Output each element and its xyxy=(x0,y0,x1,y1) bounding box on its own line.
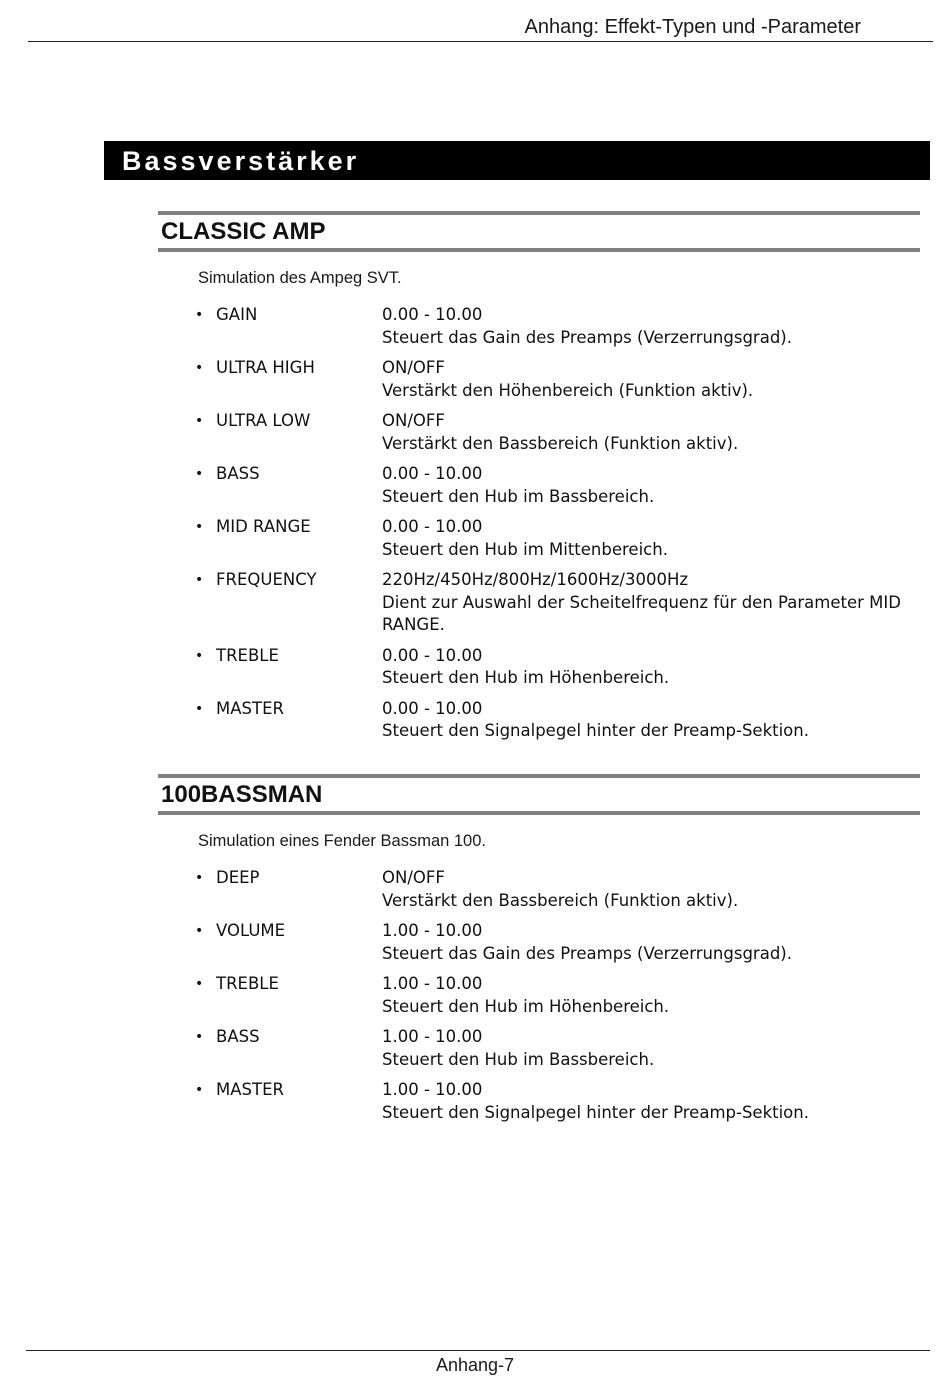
parameter-range: 0.00 - 10.00 xyxy=(382,464,483,483)
bullet-icon: • xyxy=(195,466,204,482)
parameter-item xyxy=(195,1026,915,1071)
parameter-details xyxy=(382,304,915,349)
parameter-description: Steuert das Gain des Preamps (Verzerrungsgrad). xyxy=(382,327,792,347)
header-rule xyxy=(28,41,933,42)
parameter-list-classic-amp xyxy=(195,304,915,751)
parameter-range: ON/OFF xyxy=(382,868,445,887)
bullet-icon: • xyxy=(195,413,204,429)
section-intro: Simulation eines Fender Bassman 100. xyxy=(198,832,486,850)
parameter-item xyxy=(195,357,915,402)
parameter-details xyxy=(382,920,915,965)
parameter-name: MASTER xyxy=(216,698,284,718)
parameter-details xyxy=(382,973,915,1018)
parameter-item xyxy=(195,410,915,455)
section-title: 100BASSMAN xyxy=(161,781,323,808)
parameter-item xyxy=(195,645,915,690)
parameter-item xyxy=(195,1079,915,1124)
bullet-icon: • xyxy=(195,1029,204,1045)
parameter-range: 0.00 - 10.00 xyxy=(382,645,483,665)
parameter-item xyxy=(195,698,915,743)
parameter-description: Verstärkt den Bassbereich (Funktion aktiv). xyxy=(382,890,739,910)
section-intro: Simulation des Ampeg SVT. xyxy=(198,269,402,287)
bullet-icon: • xyxy=(195,647,204,664)
parameter-name: FREQUENCY xyxy=(216,570,317,589)
parameter-description: Steuert den Hub im Höhenbereich. xyxy=(382,996,670,1016)
bullet-icon: • xyxy=(195,1082,204,1098)
parameter-name: BASS xyxy=(216,464,260,483)
bullet-icon: • xyxy=(195,572,204,588)
footer-rule xyxy=(26,1350,930,1351)
parameter-item xyxy=(195,973,915,1018)
parameter-name: GAIN xyxy=(216,305,258,324)
parameter-name: DEEP xyxy=(216,868,260,887)
parameter-description: Verstärkt den Bassbereich (Funktion aktiv). xyxy=(382,433,739,453)
parameter-description: Steuert den Signalpegel hinter der Preamp-Sektion. xyxy=(382,1102,809,1122)
parameter-details xyxy=(382,463,915,508)
parameter-details xyxy=(382,1079,915,1124)
parameter-name: TREBLE xyxy=(216,645,279,665)
parameter-name: MASTER xyxy=(216,1080,284,1099)
parameter-item xyxy=(195,516,915,561)
parameter-details xyxy=(382,410,915,455)
parameter-range: ON/OFF xyxy=(382,358,445,377)
parameter-name: ULTRA HIGH xyxy=(216,358,315,377)
parameter-details xyxy=(382,516,915,561)
bullet-icon: • xyxy=(195,360,204,376)
parameter-description: Steuert den Signalpegel hinter der Preamp-Sektion. xyxy=(382,721,809,740)
parameter-range: ON/OFF xyxy=(382,411,445,430)
parameter-details xyxy=(382,1026,915,1071)
parameter-item xyxy=(195,304,915,349)
parameter-description: Steuert den Hub im Mittenbereich. xyxy=(382,539,668,559)
bullet-icon: • xyxy=(195,700,204,717)
parameter-name: ULTRA LOW xyxy=(216,411,311,430)
parameter-name: BASS xyxy=(216,1027,260,1046)
parameter-range: 0.00 - 10.00 xyxy=(382,698,483,718)
parameter-range: 1.00 - 10.00 xyxy=(382,974,483,993)
parameter-item xyxy=(195,569,915,637)
parameter-name: VOLUME xyxy=(216,921,286,940)
bullet-icon: • xyxy=(195,923,204,939)
section-heading-classic-amp xyxy=(158,211,920,252)
parameter-description: Steuert das Gain des Preamps (Verzerrungsgrad). xyxy=(382,943,792,963)
parameter-item xyxy=(195,463,915,508)
parameter-details xyxy=(382,569,915,637)
section-title: CLASSIC AMP xyxy=(161,218,326,245)
parameter-details xyxy=(382,357,915,402)
parameter-range: 1.00 - 10.00 xyxy=(382,921,483,940)
bullet-icon: • xyxy=(195,976,204,992)
parameter-range: 0.00 - 10.00 xyxy=(382,305,483,324)
parameter-details xyxy=(382,698,915,743)
bullet-icon: • xyxy=(195,307,204,323)
parameter-details xyxy=(382,867,915,912)
parameter-item xyxy=(195,920,915,965)
parameter-description: Steuert den Hub im Höhenbereich. xyxy=(382,668,670,687)
parameter-item xyxy=(195,867,915,912)
bullet-icon: • xyxy=(195,870,204,886)
parameter-details xyxy=(382,645,915,690)
parameter-name: MID RANGE xyxy=(216,517,311,536)
parameter-list-100bassman xyxy=(195,867,915,1132)
parameter-range: 1.00 - 10.00 xyxy=(382,1080,483,1099)
parameter-description: Steuert den Hub im Bassbereich. xyxy=(382,1049,655,1069)
running-header: Anhang: Effekt-Typen und -Parameter xyxy=(524,16,861,38)
parameter-description: Dient zur Auswahl der Scheitelfrequenz für den Parameter MID RANGE. xyxy=(382,592,901,634)
parameter-range: 220Hz/450Hz/800Hz/1600Hz/3000Hz xyxy=(382,570,689,589)
parameter-description: Verstärkt den Höhenbereich (Funktion aktiv). xyxy=(382,380,754,400)
parameter-description: Steuert den Hub im Bassbereich. xyxy=(382,486,655,506)
parameter-name: TREBLE xyxy=(216,974,279,993)
parameter-range: 0.00 - 10.00 xyxy=(382,517,483,536)
chapter-title-bar: Bassverstärker xyxy=(104,141,930,180)
section-heading-100bassman xyxy=(158,774,920,815)
bullet-icon: • xyxy=(195,519,204,535)
page-number: Anhang-7 xyxy=(435,1355,515,1375)
parameter-range: 1.00 - 10.00 xyxy=(382,1027,483,1046)
